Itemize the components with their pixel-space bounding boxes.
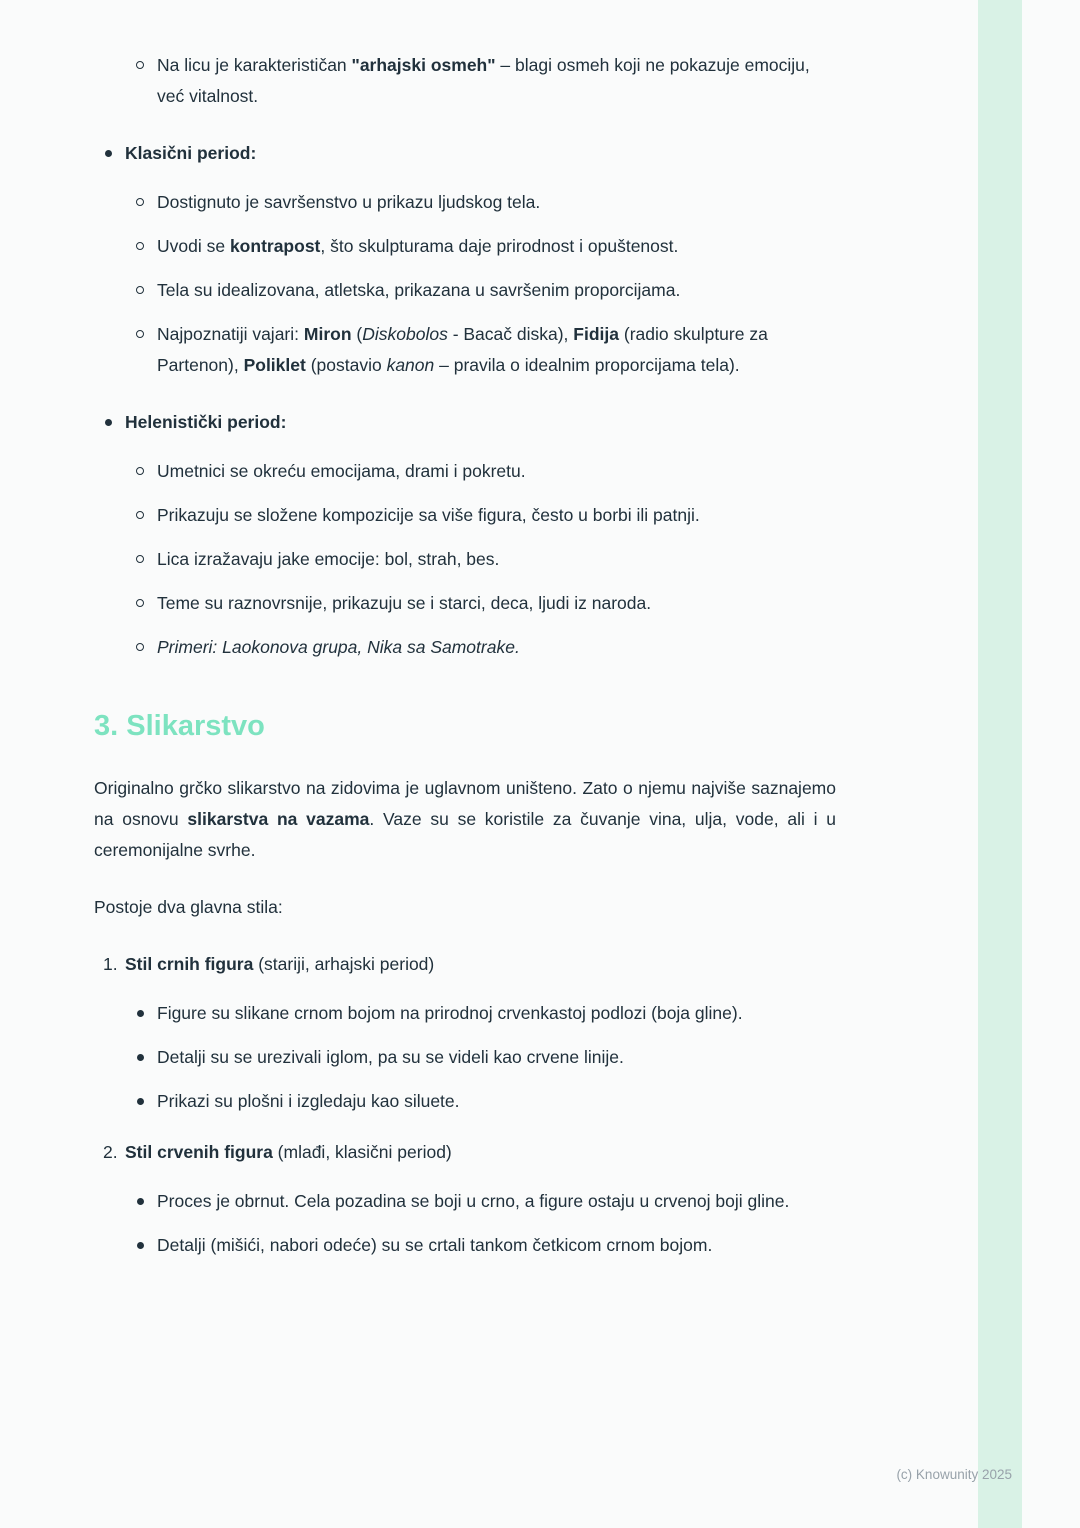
list-item (135, 231, 836, 262)
paragraph (94, 773, 836, 866)
italic-text: Primeri: Laokonova grupa, Nika sa Samotrake. (157, 637, 520, 657)
list-item (135, 275, 836, 306)
list-number: 2. (103, 1142, 118, 1162)
plain-text: Postoje dva glavna stila: (94, 897, 283, 917)
bold-text: "arhajski osmeh" (351, 55, 496, 75)
plain-text: (mlađi, klasični period) (272, 1142, 452, 1162)
plain-text: – pravila o idealnim proporcijama tela). (434, 355, 740, 375)
plain-text: (radio skulpture za Partenon), (157, 324, 768, 375)
list-item-text (157, 588, 836, 619)
plain-text: Figure su slikane crnom bojom na prirodnoj crvenkastoj podlozi (boja gline). (157, 1003, 743, 1023)
list-item (135, 1042, 836, 1073)
paragraph (94, 892, 836, 923)
list-item (135, 588, 836, 619)
document-content (94, 0, 836, 1261)
bold-text: Stil crnih figura (125, 954, 254, 974)
list-item (135, 50, 836, 112)
list-item (135, 1230, 836, 1261)
plain-text: , što skulpturama daje prirodnost i opuštenost. (320, 236, 679, 256)
plain-text: (postavio (305, 355, 387, 375)
list-number: 1. (103, 954, 118, 974)
list-item-text (125, 1137, 836, 1168)
bold-text: Fidija (573, 324, 619, 344)
plain-text: Proces je obrnut. Cela pozadina se boji u crno, a figure ostaju u crvenoj boji gline. (157, 1191, 790, 1211)
bullet-list (94, 138, 836, 381)
italic-text: Diskobolos (362, 324, 448, 344)
bullet-list (135, 187, 836, 381)
plain-text: Tela su idealizovana, atletska, prikazana u savršenim proporcijama. (157, 280, 681, 300)
plain-text: Prikazuju se složene kompozicije sa više figura, često u borbi ili patnji. (157, 505, 700, 525)
plain-text: ( (351, 324, 363, 344)
list-item-text (157, 1086, 836, 1117)
list-item-text (157, 50, 836, 112)
list-item (135, 1086, 836, 1117)
list-item (135, 456, 836, 487)
plain-text: Teme su raznovrsnije, prikazuju se i starci, deca, ljudi iz naroda. (157, 593, 652, 613)
plain-text: Uvodi se (157, 236, 230, 256)
list-item-text (157, 632, 836, 663)
section-heading: 3. Slikarstvo (94, 710, 265, 742)
bold-text: Stil crvenih figura (125, 1142, 273, 1162)
list-item-text (157, 544, 836, 575)
list-item (135, 632, 836, 663)
bold-text: Poliklet (243, 355, 306, 375)
bullet-list (135, 50, 836, 112)
plain-text: Detalji (mišići, nabori odeće) su se crtali tankom četkicom crnom bojom. (157, 1235, 713, 1255)
plain-text: Lica izražavaju jake emocije: bol, strah, bes. (157, 549, 500, 569)
list-item-text (157, 500, 836, 531)
plain-text: Najpoznatiji vajari: (157, 324, 304, 344)
bold-text: kontrapost (229, 236, 321, 256)
list-item-text (157, 231, 836, 262)
plain-text: . Vaze su se koristile za čuvanje vina, ulja, vode, ali i u ceremonijalne svrhe. (94, 809, 836, 860)
bullet-list (94, 407, 836, 663)
bold-text: slikarstva na vazama (187, 809, 370, 829)
list-item (135, 1186, 836, 1217)
plain-text: - Bacač diska), (447, 324, 574, 344)
plain-text: Na licu je karakterističan (157, 55, 352, 75)
ordered-list (94, 949, 836, 1261)
list-item-text (125, 138, 836, 169)
ordered-list-item (103, 949, 836, 1117)
list-item-text (157, 456, 836, 487)
list-item-text (125, 407, 836, 438)
list-item-text (157, 1042, 836, 1073)
bold-text: Klasični period: (125, 143, 257, 163)
plain-text: Prikazi su plošni i izgledaju kao siluete. (157, 1091, 460, 1111)
footer-copyright: (c) Knowunity 2025 (896, 1467, 1012, 1482)
list-item (135, 187, 836, 218)
list-item (103, 407, 836, 663)
list-item-text (157, 1230, 836, 1261)
list-item-text (157, 319, 836, 381)
list-item-text (157, 998, 836, 1029)
bullet-list (135, 998, 836, 1117)
list-item-text (157, 275, 836, 306)
plain-text: Detalji su se urezivali iglom, pa su se videli kao crvene linije. (157, 1047, 624, 1067)
plain-text: Umetnici se okreću emocijama, drami i pokretu. (157, 461, 526, 481)
italic-text: kanon (386, 355, 435, 375)
list-item-text (125, 949, 836, 980)
plain-text: Originalno grčko slikarstvo na zidovima je uglavnom uništeno. Zato o njemu najviše saznajemo na osnovu (94, 778, 836, 829)
right-accent-strip (978, 0, 1022, 1528)
list-item (135, 544, 836, 575)
bold-text: Miron (303, 324, 352, 344)
list-item-text (157, 1186, 836, 1217)
plain-text: (stariji, arhajski period) (253, 954, 435, 974)
list-item (135, 998, 836, 1029)
list-item (135, 319, 836, 381)
bullet-list (135, 1186, 836, 1261)
bold-text: Helenistički period: (125, 412, 287, 432)
list-item-text (157, 187, 836, 218)
list-item (103, 138, 836, 381)
ordered-list-item (103, 1137, 836, 1261)
plain-text: – blagi osmeh koji ne pokazuje emociju, već vitalnost. (157, 55, 810, 106)
plain-text: Dostignuto je savršenstvo u prikazu ljudskog tela. (157, 192, 541, 212)
bullet-list (135, 456, 836, 663)
list-item (135, 500, 836, 531)
